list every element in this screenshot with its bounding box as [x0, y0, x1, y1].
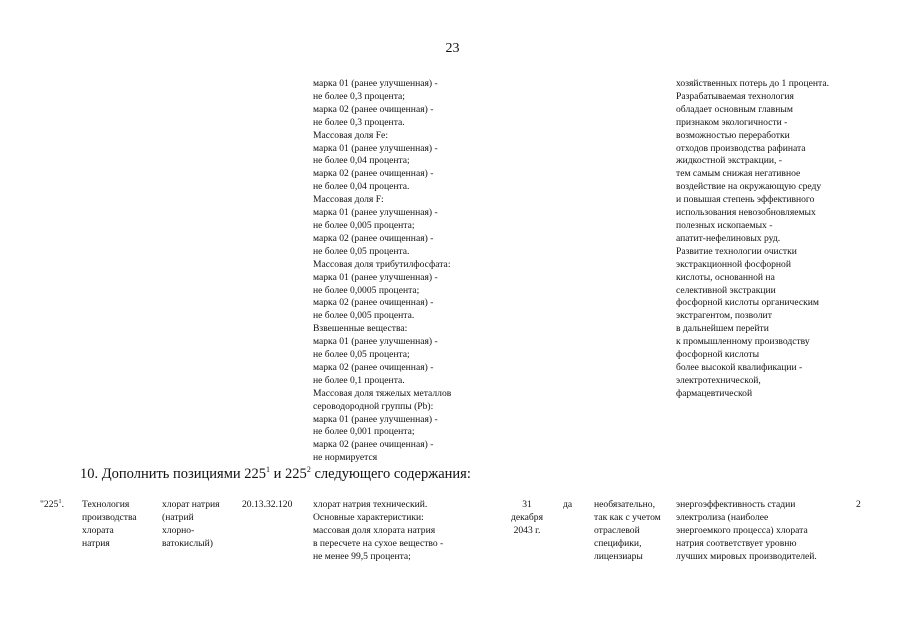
text-line: марка 01 (ранее улучшенная) - — [313, 78, 438, 89]
text-line: Основные характеристики: — [313, 511, 424, 523]
text-line: марка 02 (ранее очищенная) - — [313, 439, 434, 451]
text-line: обладает основным главным — [676, 103, 793, 115]
text-line: марка 02 (ранее очищенная) - — [313, 103, 434, 115]
text-line: хлорат натрия — [162, 499, 220, 510]
text-line: ватокислый) — [162, 537, 213, 549]
row-okpd-code: 20.13.32.120 — [242, 499, 293, 510]
text-line: марка 02 (ранее очищенная) - — [313, 168, 434, 180]
text-line: не более 0,3 процента; — [313, 90, 405, 102]
text-line: натрия — [82, 537, 110, 549]
position-sup: 1 — [58, 497, 62, 505]
text-line: полезных ископаемых - — [676, 219, 773, 231]
row-optional-note — [594, 499, 661, 564]
text-line: Развитие технологии очистки — [676, 245, 797, 257]
text-line: не менее 99,5 процента; — [313, 550, 411, 562]
text-line: отходов производства рафината — [676, 142, 806, 154]
text-line: марка 02 (ранее очищенная) - — [313, 361, 434, 373]
text-line: Взвешенные вещества: — [313, 323, 408, 335]
text-line: (натрий — [162, 511, 194, 523]
text-line: кислоты, основанной на — [676, 271, 775, 283]
text-line: экстракционной фосфорной — [676, 258, 791, 270]
row-flag: да — [563, 499, 573, 510]
text-line: марка 01 (ранее улучшенная) - — [313, 413, 438, 425]
text-line: лицензиары — [594, 550, 643, 562]
text-line: не более 0,005 процента. — [313, 310, 415, 322]
row-technology — [82, 499, 137, 551]
text-line: необязательно, — [594, 499, 655, 510]
text-line: не более 0,005 процента; — [313, 219, 415, 231]
text-line: марка 01 (ранее улучшенная) - — [313, 271, 438, 283]
row-date — [505, 499, 549, 538]
heading-sup2: 2 — [306, 465, 311, 475]
text-line: марка 02 (ранее очищенная) - — [313, 232, 434, 244]
text-line: возможностью переработки — [676, 129, 790, 141]
text-line: фосфорной кислоты — [676, 349, 760, 361]
text-line: хлората — [82, 524, 114, 536]
text-line: воздействие на окружающую среду — [676, 181, 822, 193]
heading-sup1: 1 — [266, 465, 271, 475]
text-line: лучших мировых производителей. — [676, 550, 817, 562]
text-line: селективной экстракции — [676, 284, 776, 296]
text-line: использования невозобновляемых — [676, 207, 816, 219]
text-line: электролиза (наиболее — [676, 511, 769, 523]
text-line: марка 01 (ранее улучшенная) - — [313, 142, 438, 154]
text-line: так как с учетом — [594, 511, 661, 523]
text-line: специфики, — [594, 537, 642, 549]
continued-specification-column — [313, 78, 451, 465]
text-line: Технология — [82, 499, 130, 510]
row-specification — [313, 499, 443, 564]
text-line: марка 01 (ранее улучшенная) - — [313, 207, 438, 219]
text-line: производства — [82, 511, 137, 523]
text-line: не более 0,05 процента; — [313, 349, 410, 361]
position-prefix: "225 — [40, 499, 59, 510]
text-line: энергоэффективность стадии — [676, 499, 796, 510]
row-number: 2 — [856, 499, 861, 510]
text-line: массовая доля хлората натрия — [313, 524, 436, 536]
text-line: 2043 г. — [513, 524, 541, 536]
text-line: хлорно- — [162, 524, 195, 536]
text-line: и повышая степень эффективного — [676, 194, 815, 206]
row-product — [162, 499, 220, 551]
heading-part3: следующего содержания: — [310, 466, 471, 482]
text-line: не более 0,0005 процента; — [313, 284, 420, 296]
text-line: Разрабатываемая технология — [676, 90, 794, 102]
text-line: отраслевой — [594, 524, 640, 536]
text-line: жидкостной экстракции, - — [676, 155, 782, 167]
text-line: в дальнейшем перейти — [676, 323, 769, 335]
text-line: не более 0,1 процента. — [313, 374, 405, 386]
page-number: 23 — [445, 41, 460, 56]
text-line: Массовая доля тяжелых металлов — [313, 387, 452, 399]
text-line: марка 02 (ранее очищенная) - — [313, 297, 434, 309]
text-line: 31 — [522, 499, 532, 510]
text-line: экстрагентом, позволит — [676, 310, 772, 322]
text-line: Массовая доля трибутилфосфата: — [313, 258, 451, 270]
text-line: Массовая доля Fe: — [313, 129, 388, 141]
position-suffix: . — [61, 499, 64, 510]
text-line: не нормируется — [313, 452, 378, 464]
text-line: натрия соответствует уровню — [676, 537, 797, 549]
heading-part2: и 225 — [270, 466, 307, 482]
text-line: марка 01 (ранее улучшенная) - — [313, 336, 438, 348]
text-line: к промышленному производству — [676, 336, 810, 348]
text-line: энергоемкого процесса) хлората — [676, 524, 808, 536]
text-line: не более 0,05 процента. — [313, 245, 410, 257]
text-line: апатит-нефелиновых руд. — [676, 232, 781, 244]
text-line: электротехнической, — [676, 374, 761, 386]
text-line: не более 0,001 процента; — [313, 426, 415, 438]
text-line: хлорат натрия технический. — [313, 499, 428, 510]
text-line: не более 0,04 процента; — [313, 155, 410, 167]
text-line: в пересчете на сухое вещество - — [313, 537, 444, 549]
text-line: фосфорной кислоты органическим — [676, 297, 819, 309]
row-position — [40, 499, 64, 512]
heading-part1: 10. Дополнить позициями 225 — [80, 466, 267, 482]
text-line: не более 0,3 процента. — [313, 116, 405, 128]
section-heading — [80, 466, 471, 483]
text-line: Массовая доля F: — [313, 194, 384, 206]
row-description — [676, 499, 817, 564]
text-line: декабря — [510, 511, 543, 523]
text-line: тем самым снижая негативное — [676, 168, 801, 180]
text-line: сероводородной группы (Pb): — [313, 400, 434, 412]
text-line: фармацевтической — [676, 387, 753, 399]
text-line: признаком экологичности - — [676, 116, 788, 128]
text-line: не более 0,04 процента. — [313, 181, 410, 193]
continued-description-column — [676, 78, 829, 401]
text-line: более высокой квалификации - — [676, 361, 803, 373]
text-line: хозяйственных потерь до 1 процента. — [676, 78, 829, 89]
